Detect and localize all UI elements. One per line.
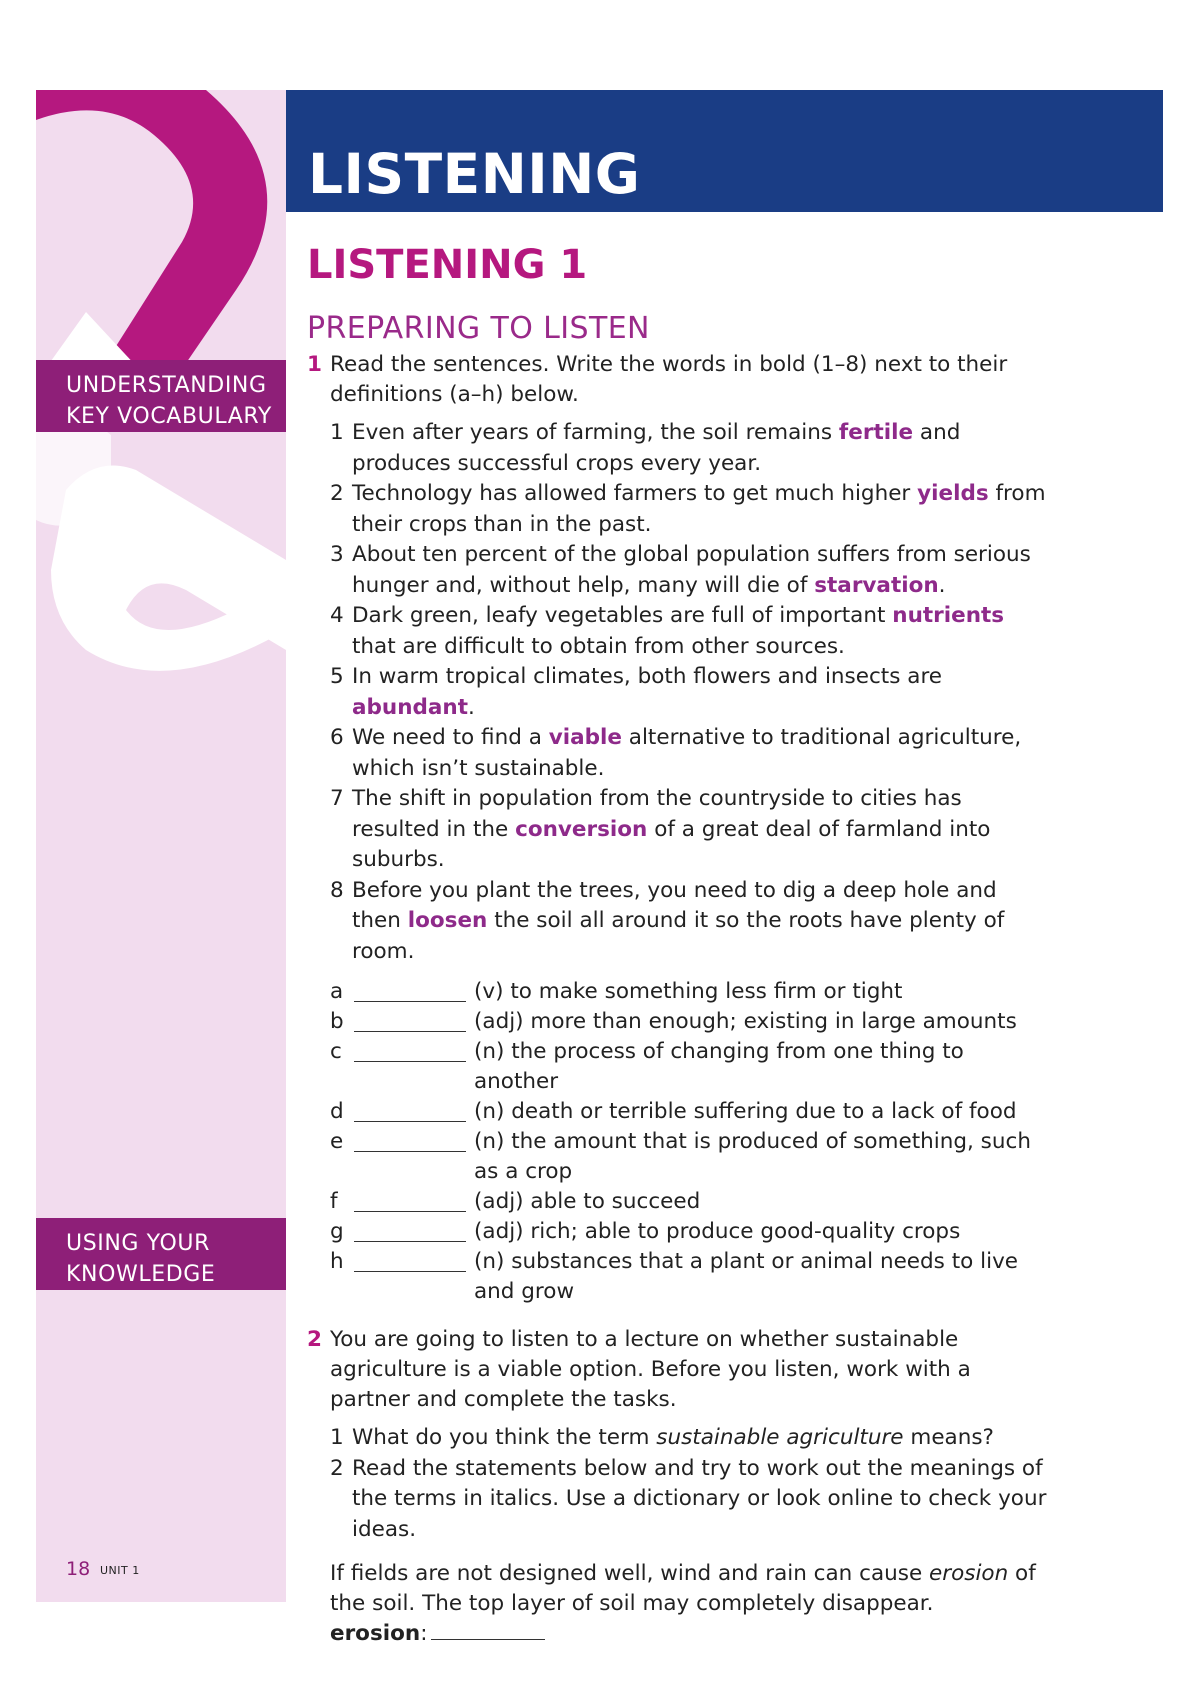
answer-blank[interactable] xyxy=(354,1121,466,1122)
task-number: 1 xyxy=(307,352,322,377)
keyword: viable xyxy=(548,725,622,750)
definition-item xyxy=(330,1007,1047,1037)
definition-letter: a xyxy=(330,979,344,1004)
list-item xyxy=(330,479,1047,540)
definition-text: (n) substances that a plant or animal needs to live and grow xyxy=(474,1249,1019,1304)
definition-letter: g xyxy=(330,1219,344,1244)
item-number: 8 xyxy=(330,877,344,903)
tag-line: USING YOUR xyxy=(66,1231,210,1256)
item-number: 5 xyxy=(330,664,344,689)
answer-blank[interactable] xyxy=(354,1271,466,1272)
item-number: 3 xyxy=(330,542,344,567)
keyword: nutrients xyxy=(892,603,1005,628)
definition-text: (n) the amount that is produced of something, such as a crop xyxy=(474,1129,1031,1184)
section-title: LISTENING 1 xyxy=(307,242,588,288)
sentence-text: alternative to traditional agriculture, which isn’t sustainable. xyxy=(352,725,1022,781)
definition-text: (adj) rich; able to produce good-quality crops xyxy=(474,1219,961,1244)
subsection-title: PREPARING TO LISTEN xyxy=(307,311,650,346)
definition-letter: h xyxy=(330,1249,344,1274)
sidebar-panel xyxy=(36,90,286,1602)
question-text: What do you think the term xyxy=(352,1425,657,1450)
task-instruction-text: Read the sentences. Write the words in bold (1–8) next to their definitions (a–h) below. xyxy=(330,352,1008,407)
keyword: fertile xyxy=(838,420,914,445)
definition-letter: b xyxy=(330,1009,344,1034)
definition-item xyxy=(330,1187,1047,1217)
question-text: means? xyxy=(903,1425,994,1450)
list-item xyxy=(330,723,1047,784)
definition-letter: d xyxy=(330,1099,344,1124)
statement-text: If fields are not designed well, wind and rain can cause xyxy=(330,1561,930,1586)
definition-item xyxy=(330,1037,1047,1097)
sentence-text: We need to find a xyxy=(352,725,549,750)
keyword: yields xyxy=(917,481,989,506)
question-list xyxy=(307,1423,1047,1545)
answer-blank[interactable] xyxy=(354,1211,466,1212)
main-content xyxy=(307,240,1047,1649)
unit-label: UNIT 1 xyxy=(100,1564,140,1577)
definition-text: (adj) able to succeed xyxy=(474,1189,701,1214)
sentence-text: Dark green, leafy vegetables are full of important xyxy=(352,603,893,628)
italic-term: sustainable agriculture xyxy=(656,1425,904,1450)
task-2-instruction xyxy=(307,1325,1047,1415)
sentence-text: . xyxy=(468,694,475,720)
answer-blank[interactable] xyxy=(354,1061,466,1062)
statement-paragraph xyxy=(307,1559,1047,1649)
task-1-instruction xyxy=(307,350,1047,410)
item-number: 1 xyxy=(330,420,344,445)
definition-item xyxy=(330,1217,1047,1247)
header-banner xyxy=(286,90,1163,212)
item-number: 4 xyxy=(330,603,344,628)
statement-text: of the soil. The top layer of soil may completely disappear. xyxy=(330,1561,1036,1616)
sentence-text: and produces successful crops every year. xyxy=(352,420,961,476)
definition-item xyxy=(330,1097,1047,1127)
header-title: LISTENING xyxy=(308,142,641,206)
sentence-text: Before you plant the trees, you need to dig a deep hole and then xyxy=(352,877,997,933)
item-number: 2 xyxy=(330,481,344,506)
definition-list xyxy=(307,977,1047,1307)
list-item xyxy=(330,784,1047,876)
definition-item xyxy=(330,1127,1047,1187)
page-number: 18 xyxy=(66,1558,91,1580)
keyword: conversion xyxy=(515,816,648,842)
tag-line: UNDERSTANDING xyxy=(66,373,267,398)
tag-line: KEY VOCABULARY xyxy=(66,404,272,429)
sentence-text: In warm tropical climates, both flowers and insects are xyxy=(352,664,943,689)
answer-blank[interactable] xyxy=(431,1635,545,1640)
term-colon: : xyxy=(420,1621,428,1646)
list-item xyxy=(330,1423,1047,1454)
sentence-list xyxy=(307,418,1047,967)
sentence-text: that are difficult to obtain from other sources. xyxy=(352,633,845,659)
definition-letter: f xyxy=(330,1189,338,1214)
list-item xyxy=(330,540,1047,601)
definition-text: (n) death or terrible suffering due to a lack of food xyxy=(474,1099,1017,1124)
item-number: 1 xyxy=(330,1425,344,1450)
definition-item xyxy=(330,1247,1047,1307)
sentence-text: the soil all around it so the roots have plenty of room. xyxy=(352,908,1005,964)
tag-line: KNOWLEDGE xyxy=(66,1262,216,1287)
keyword: abundant xyxy=(352,694,468,720)
question-text: Read the statements below and try to work out the meanings of the terms in italics. Use a dictionary or look online to check your ideas. xyxy=(352,1455,1047,1542)
answer-blank[interactable] xyxy=(354,1241,466,1242)
list-item xyxy=(330,662,1047,723)
sentence-text: Even after years of farming, the soil remains xyxy=(352,420,839,445)
decorative-swirl-graphic xyxy=(36,90,286,1602)
sentence-text: About ten percent of the global population suffers from serious hunger and, without help, many will die of xyxy=(352,542,1031,598)
definition-item xyxy=(330,977,1047,1007)
task-instruction-text: You are going to listen to a lecture on whether sustainable agriculture is a viable option. Before you listen, work with a partner and complete the tasks. xyxy=(330,1327,971,1412)
list-item xyxy=(330,418,1047,479)
item-number: 6 xyxy=(330,725,344,750)
italic-term: erosion xyxy=(929,1561,1009,1586)
list-item xyxy=(330,876,1047,968)
sentence-text: of a great deal of farmland into suburbs. xyxy=(352,816,991,872)
sentence-text: . xyxy=(938,572,946,598)
sidebar-tag-understanding-key-vocabulary xyxy=(36,360,286,432)
list-item xyxy=(330,601,1047,662)
definition-text: (v) to make something less firm or tight xyxy=(474,979,903,1004)
term-label: erosion xyxy=(330,1621,421,1646)
item-number: 2 xyxy=(330,1455,344,1481)
definition-letter: c xyxy=(330,1039,342,1064)
task-number: 2 xyxy=(307,1327,322,1352)
answer-blank[interactable] xyxy=(354,1151,466,1152)
list-item xyxy=(330,1454,1047,1546)
keyword: loosen xyxy=(407,908,488,933)
answer-blank[interactable] xyxy=(354,1001,466,1002)
definition-text: (n) the process of changing from one thing to another xyxy=(474,1039,964,1094)
answer-blank[interactable] xyxy=(354,1031,466,1032)
item-number: 7 xyxy=(330,786,344,811)
sentence-text: from their crops than in the past. xyxy=(352,481,1046,537)
sidebar-tag-using-your-knowledge xyxy=(36,1218,286,1290)
definition-text: (adj) more than enough; existing in large amounts xyxy=(474,1009,1017,1034)
sentence-text: Technology has allowed farmers to get much higher xyxy=(352,481,918,506)
definition-letter: e xyxy=(330,1129,344,1154)
sentence-text: The shift in population from the countryside to cities has resulted in the xyxy=(352,786,962,842)
keyword: starvation xyxy=(814,572,939,598)
